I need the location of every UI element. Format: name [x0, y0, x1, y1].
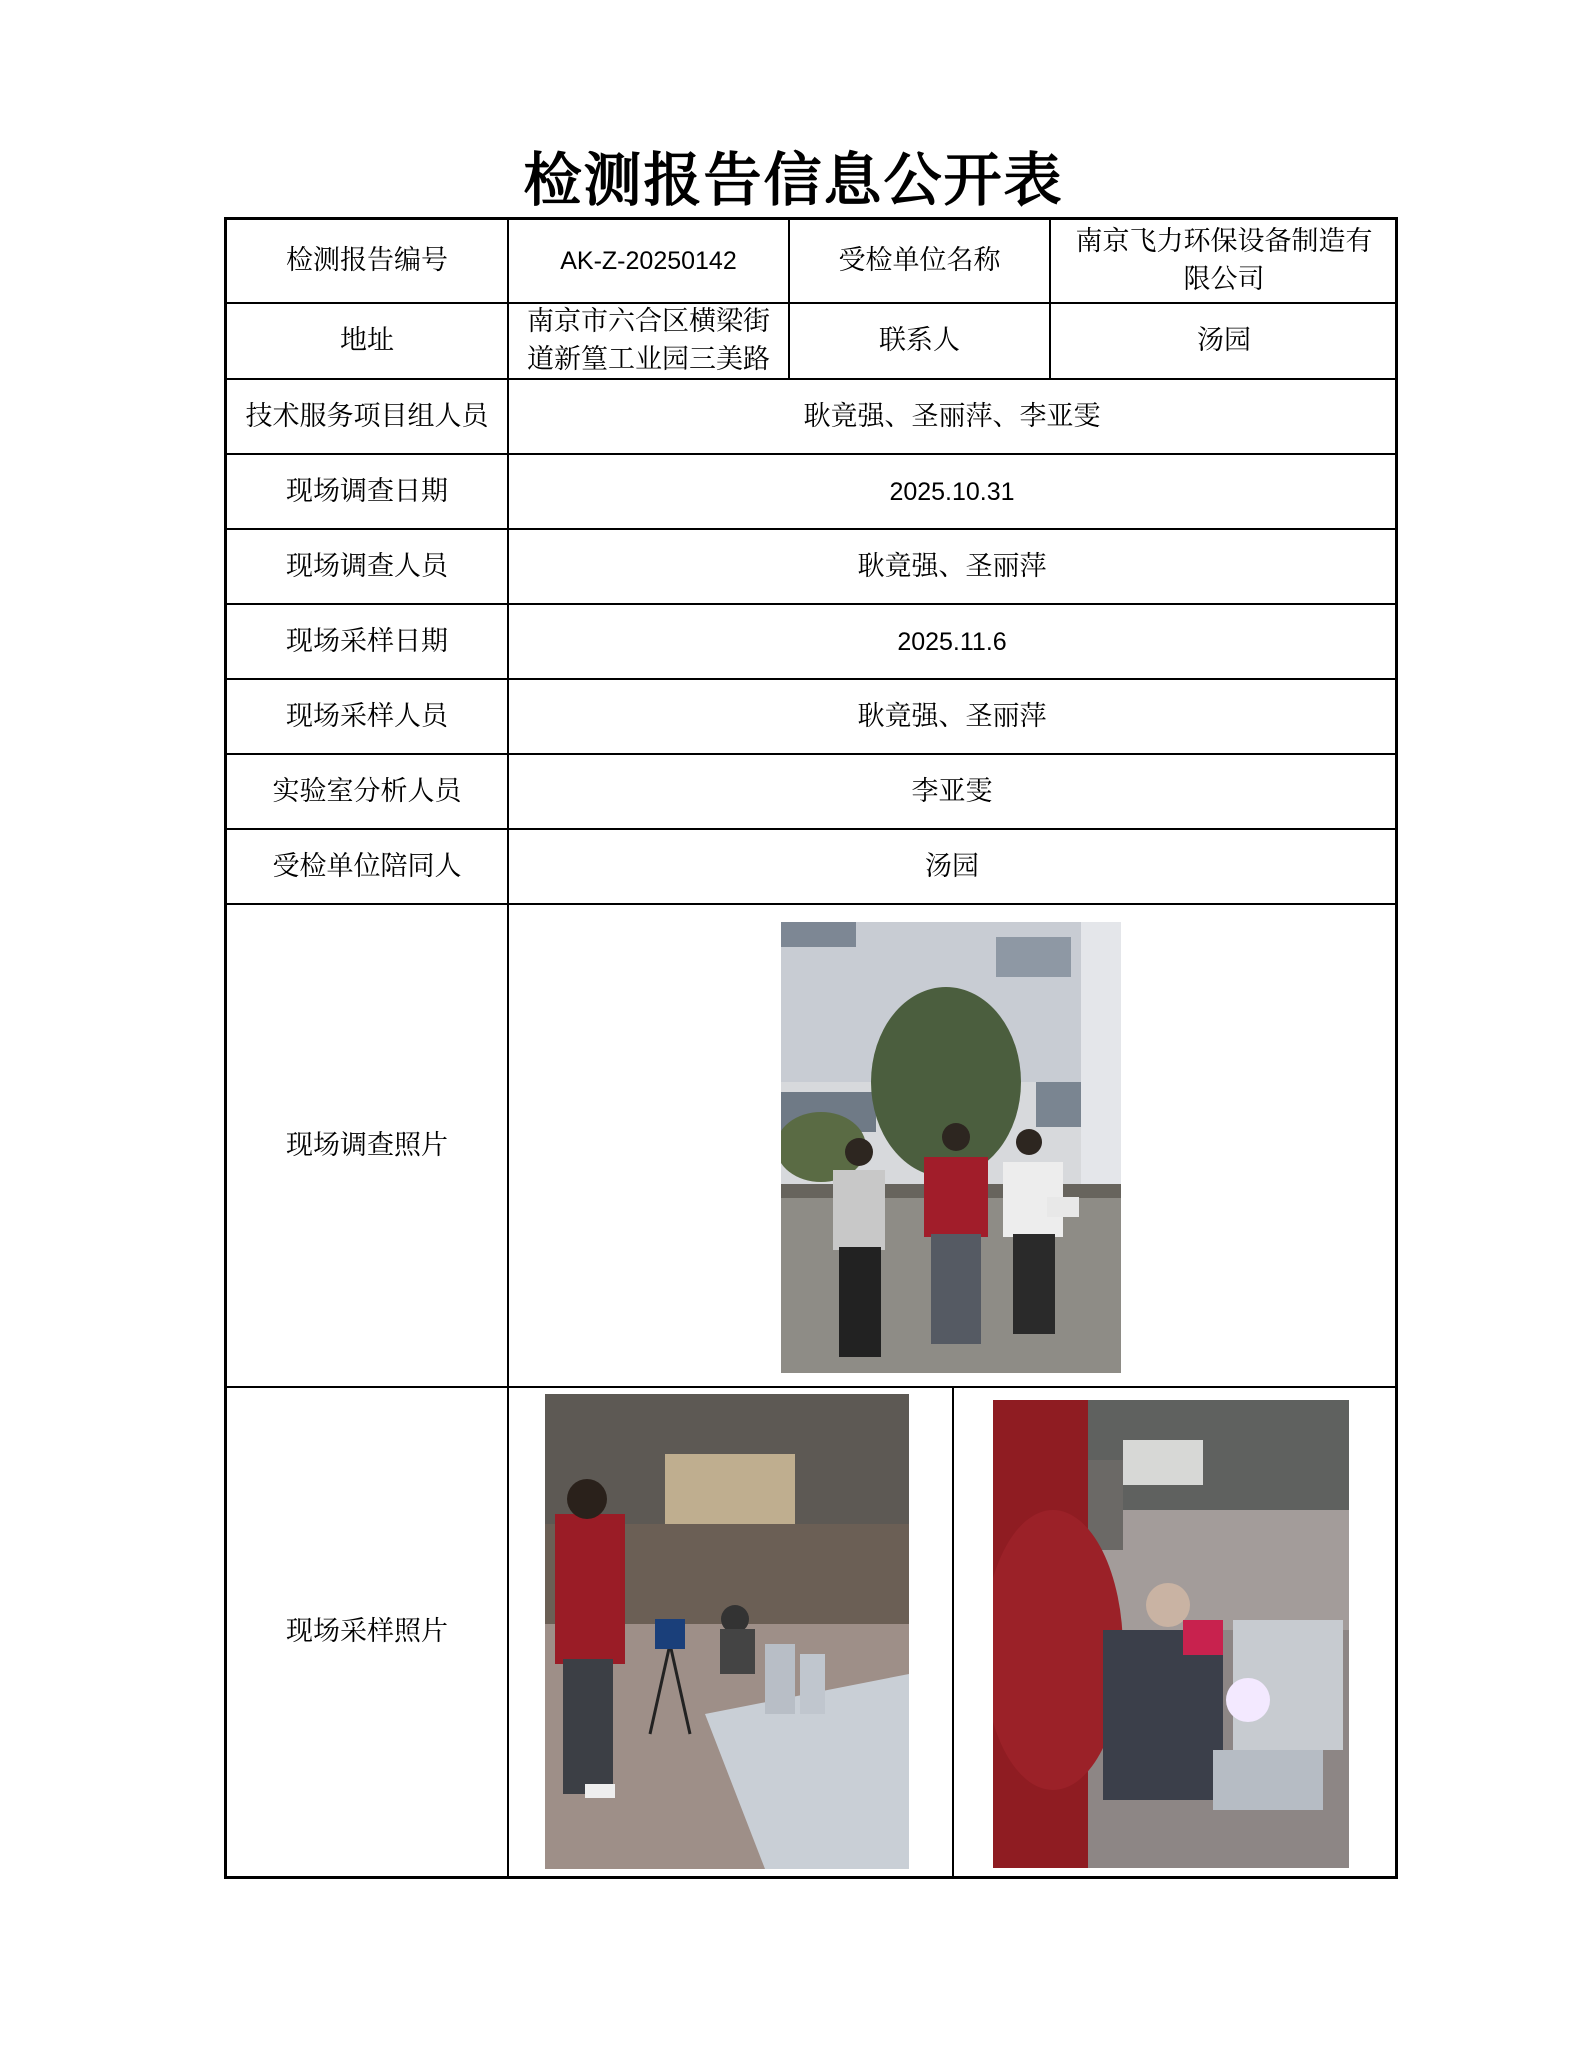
page-title: 检测报告信息公开表	[523, 146, 1064, 214]
sampling-photo-label: 现场采样照片	[286, 1616, 448, 1647]
survey-date-label: 现场调查日期	[286, 475, 448, 507]
escort-value: 汤园	[925, 850, 979, 882]
address-label: 地址	[340, 325, 394, 356]
survey-staff-label: 现场调查人员	[286, 550, 448, 582]
sampling-date-label: 现场采样日期	[286, 625, 448, 657]
sampling-staff-value: 耿竟强、圣丽萍	[857, 700, 1047, 732]
info-table	[224, 217, 1398, 1879]
contact-value: 汤园	[1197, 325, 1251, 356]
sampling-photo-1	[545, 1394, 909, 1869]
lab-staff-label: 实验室分析人员	[272, 775, 462, 807]
survey-date-value: 2025.10.31	[889, 477, 1015, 506]
lab-staff-value: 李亚雯	[911, 775, 993, 807]
company-name-value: 南京飞力环保设备制造有限公司	[1075, 226, 1373, 295]
team-label: 技术服务项目组人员	[245, 400, 489, 432]
sampling-date-value: 2025.11.6	[897, 627, 1007, 656]
contact-label: 联系人	[879, 325, 960, 356]
report-number-value: AK-Z-20250142	[560, 247, 737, 275]
address-value: 南京市六合区横梁街道新篁工业园三美路	[527, 306, 770, 375]
sampling-photo-2	[993, 1400, 1349, 1868]
report-number-label: 检测报告编号	[286, 245, 448, 276]
sampling-staff-label: 现场采样人员	[286, 700, 448, 732]
escort-label: 受检单位陪同人	[272, 850, 462, 882]
survey-photo	[781, 922, 1121, 1373]
survey-photo-label: 现场调查照片	[286, 1129, 448, 1161]
survey-staff-value: 耿竟强、圣丽萍	[857, 550, 1047, 582]
team-value: 耿竟强、圣丽萍、李亚雯	[803, 400, 1101, 432]
company-name-label: 受检单位名称	[838, 245, 1001, 276]
